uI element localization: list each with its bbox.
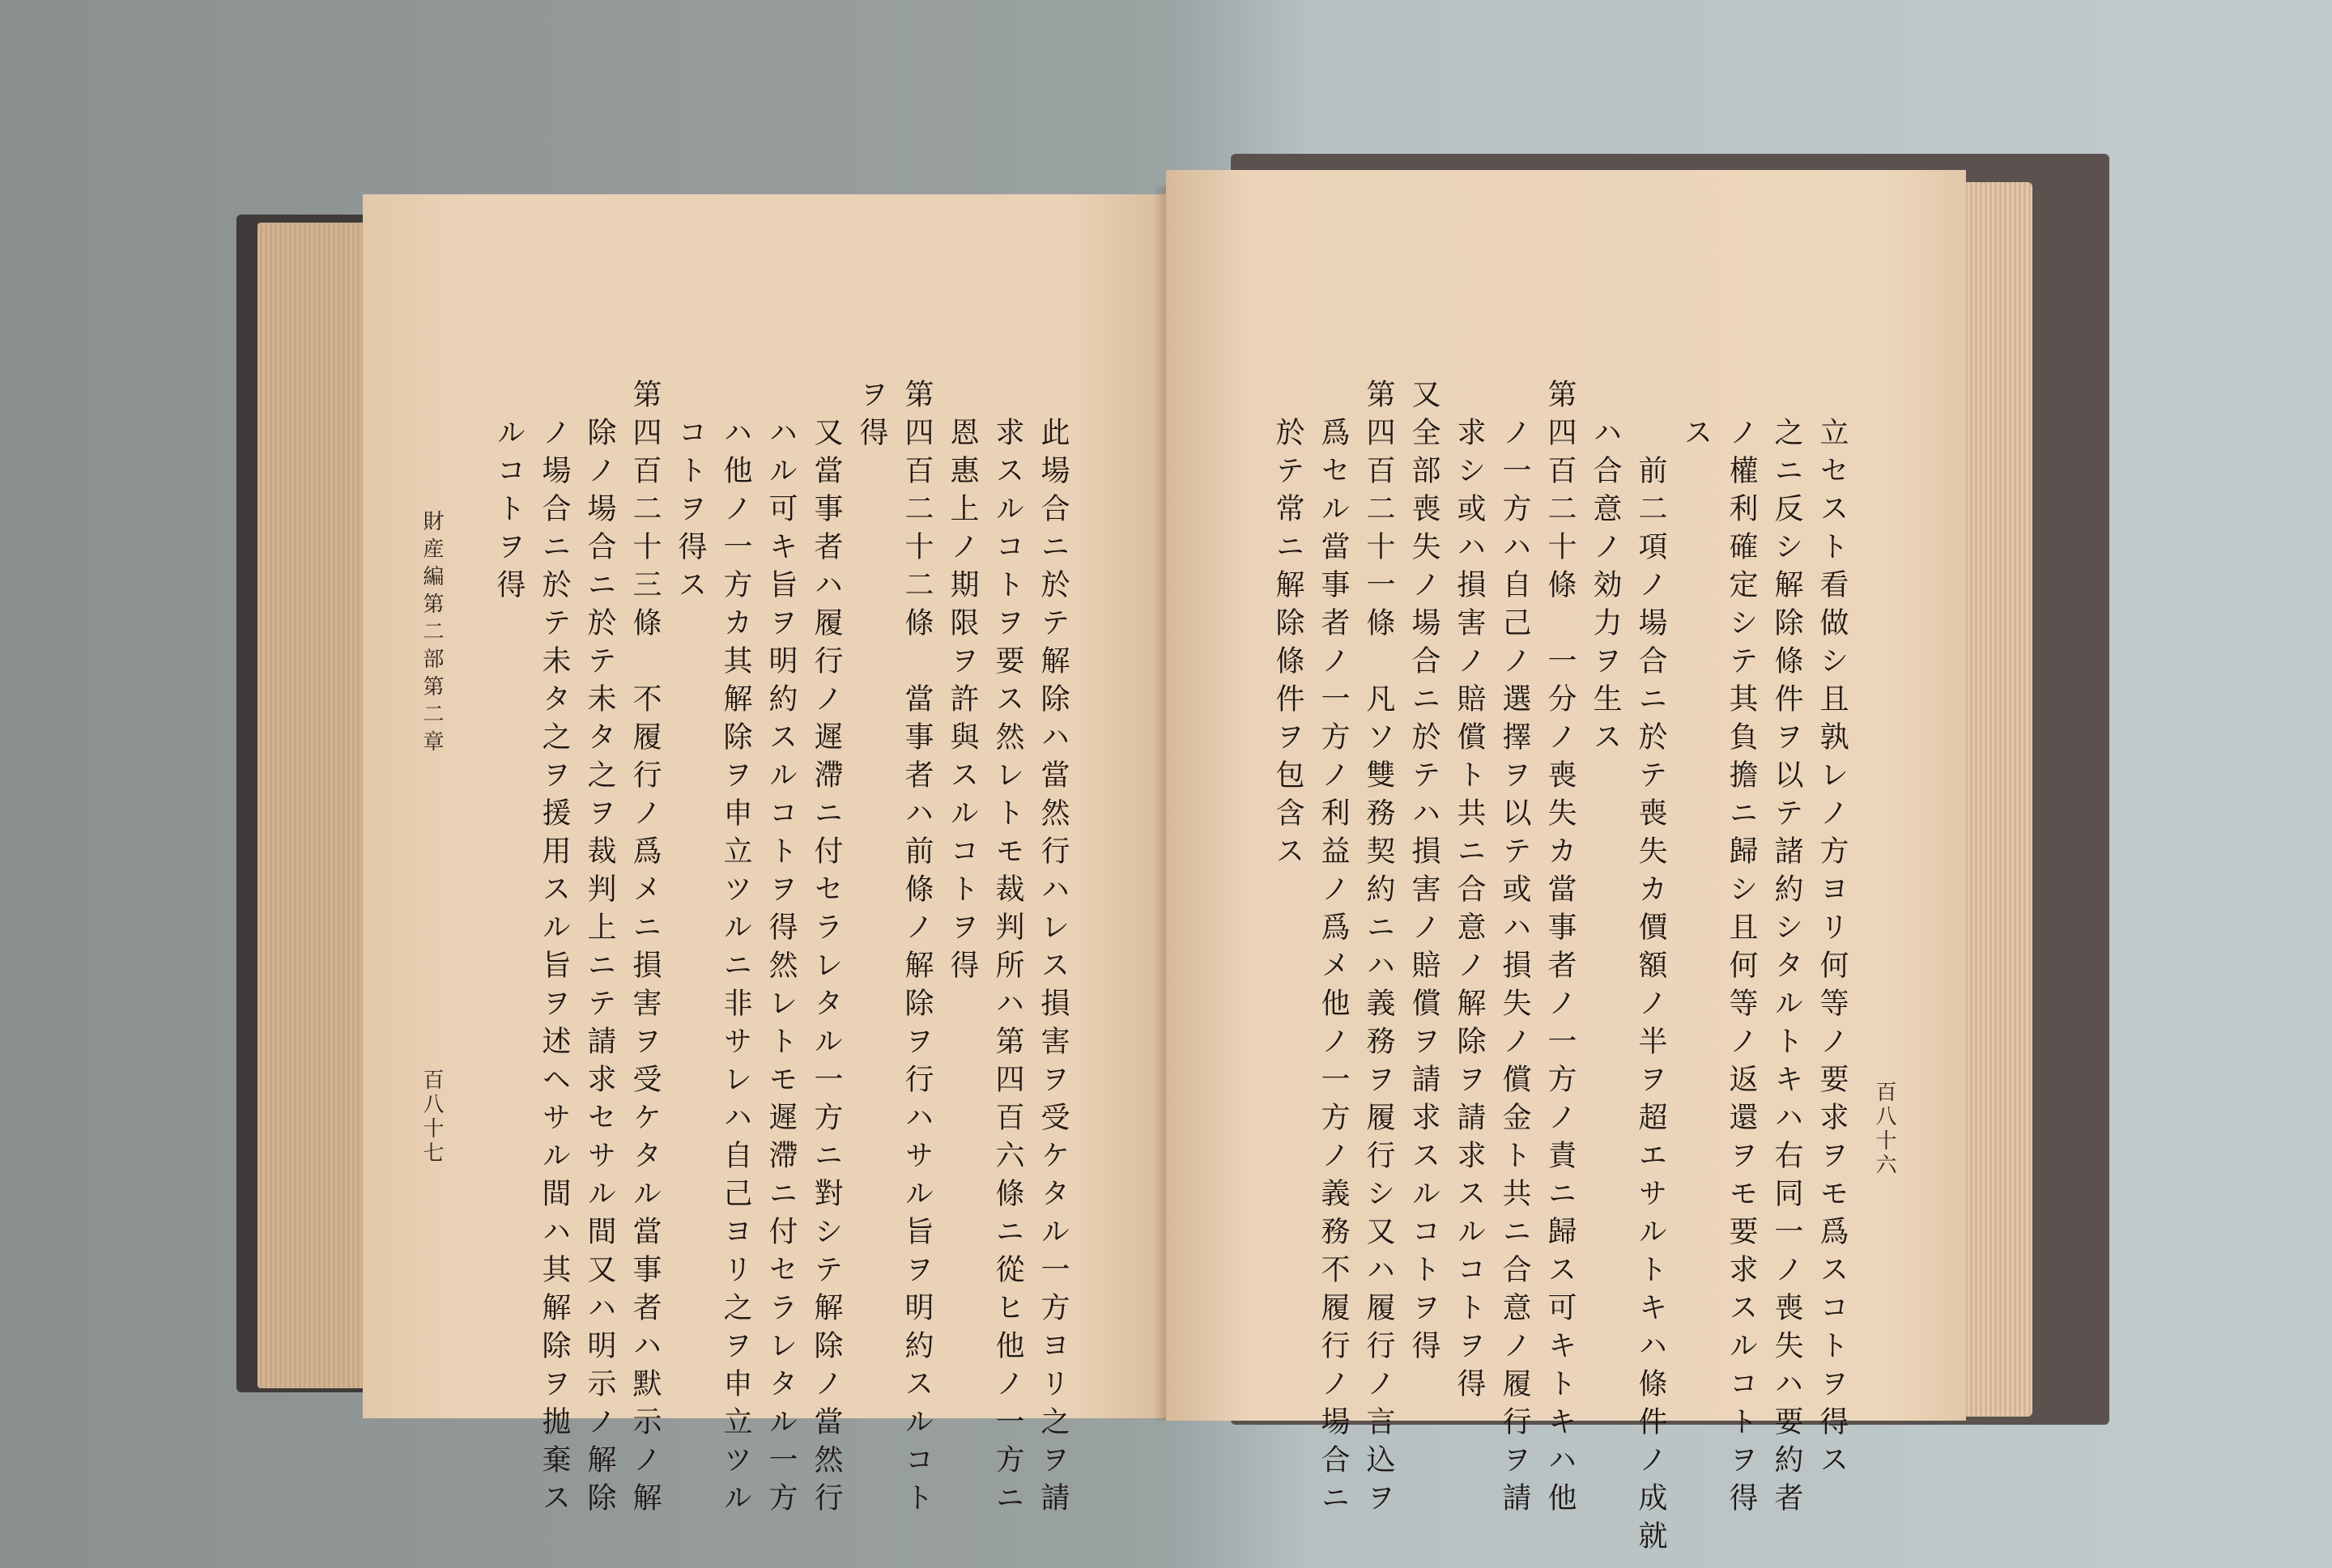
text-line: ハ他ノ一方カ其解除ヲ申立ツルニ非サレハ自己ヨリ之ヲ申立ツル xyxy=(719,417,752,1520)
text-line: 又當事者ハ履行ノ遲滯ニ付セラレタル一方ニ對シテ解除ノ當然行 xyxy=(810,417,843,1520)
page-number: 百八十六 xyxy=(1872,1081,1896,1178)
text-line: 前二項ノ場合ニ於テ喪失カ價額ノ半ヲ超エサルトキハ條件ノ成就 xyxy=(1634,455,1667,1558)
running-head: 財産編第二部第二章 xyxy=(419,510,444,758)
text-line: 於テ常ニ解除條件ヲ包含ス xyxy=(1271,417,1304,873)
text-line: 立セスト看做シ且孰レノ方ヨリ何等ノ要求ヲモ爲スコトヲ得ス xyxy=(1815,417,1849,1482)
text-line: 此場合ニ於テ解除ハ當然行ハレス損害ヲ受ケタル一方ヨリ之ヲ請 xyxy=(1036,417,1070,1520)
text-line: 第四百二十三條 不履行ノ爲メニ損害ヲ受ケタル當事者ハ默示ノ解 xyxy=(628,379,662,1520)
text-line: ノ一方ハ自己ノ選擇ヲ以テ或ハ損失ノ償金ト共ニ合意ノ履行ヲ請 xyxy=(1498,417,1531,1520)
text-line: ノ場合ニ於テ未タ之ヲ援用スル旨ヲ述ヘサル間ハ其解除ヲ拋棄ス xyxy=(538,417,571,1520)
text-line: 第四百二十一條 凡ソ雙務契約ニハ義務ヲ履行シ又ハ履行ノ言込ヲ xyxy=(1362,379,1395,1520)
text-line: 之ニ反シ解除條件ヲ以テ諸約シタルトキハ右同一ノ喪失ハ要約者 xyxy=(1770,417,1803,1520)
left-page xyxy=(363,194,1166,1520)
text-line: ノ權利確定シテ其負擔ニ歸シ且何等ノ返還ヲモ要求スルコトヲ得 xyxy=(1725,417,1758,1520)
text-line: 又全部喪失ノ場合ニ於テハ損害ノ賠償ヲ請求スルコトヲ得 xyxy=(1407,379,1440,1368)
right-page xyxy=(1166,170,1966,1558)
text-line: 第四百二十二條 當事者ハ前條ノ解除ヲ行ハサル旨ヲ明約スルコト xyxy=(900,379,934,1520)
text-line: ハル可キ旨ヲ明約スルコトヲ得然レトモ遲滯ニ付セラレタル一方 xyxy=(764,417,798,1520)
text-line: ス xyxy=(1679,417,1713,455)
text-line: ルコトヲ得 xyxy=(492,417,526,607)
text-line: コトヲ得ス xyxy=(674,417,707,607)
text-line: 爲セル當事者ノ一方ノ利益ノ爲メ他ノ一方ノ義務不履行ノ場合ニ xyxy=(1317,417,1350,1520)
page-block-edge-left xyxy=(257,223,367,1388)
text-line: 求シ或ハ損害ノ賠償ト共ニ合意ノ解除ヲ請求スルコトヲ得 xyxy=(1453,417,1486,1406)
text-line: 求スルコトヲ要ス然レトモ裁判所ハ第四百六條ニ從ヒ他ノ一方ニ xyxy=(991,417,1024,1520)
text-line: 第四百二十條 一分ノ喪失カ當事者ノ一方ノ責ニ歸ス可キトキハ他 xyxy=(1543,379,1577,1520)
text-line: 恩惠上ノ期限ヲ許與スルコトヲ得 xyxy=(946,417,979,988)
text-line: ハ合意ノ効力ヲ生ス xyxy=(1589,417,1622,759)
text-line: 除ノ場合ニ於テ未タ之ヲ裁判上ニテ請求セサル間又ハ明示ノ解除 xyxy=(583,417,616,1520)
text-line: ヲ得 xyxy=(855,379,888,455)
page-number: 百八十七 xyxy=(419,1069,444,1166)
